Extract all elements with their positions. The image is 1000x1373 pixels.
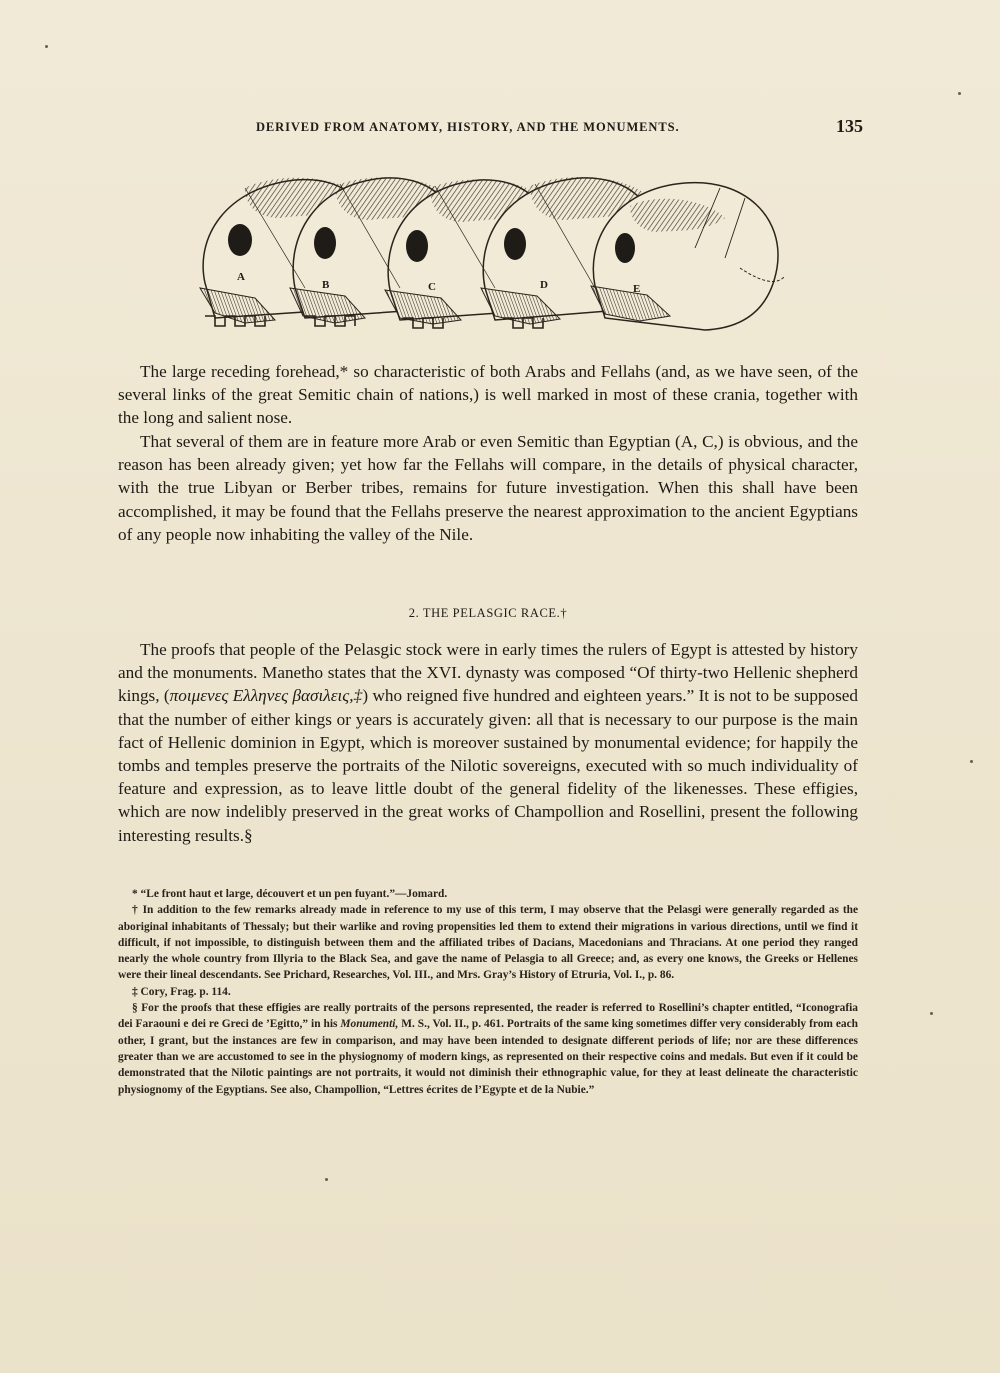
paragraph-receding-forehead <box>118 360 858 430</box>
paper-speck <box>930 1012 933 1015</box>
header-title: DERIVED FROM ANATOMY, HISTORY, AND THE MONUMENTS. <box>256 120 680 134</box>
footnote-text-start: § For the proofs that these effigies are really portraits of the persons represented, the reader is referred to Rosellini’s chapter entitled, “Iconografia dei Faraouni e dei re Greci de ’Egitto,” in his <box>118 1002 858 1031</box>
crania-illustration <box>185 158 795 338</box>
crania-engraving <box>185 158 795 338</box>
paper-speck <box>958 92 961 95</box>
figure-label-b: B <box>322 279 330 291</box>
paragraph-semitic-features <box>118 430 858 546</box>
footnote-italic-title: Monumenti, <box>340 1018 399 1031</box>
footnote-text-end: M. S., Vol. II., p. 461. Portraits of the same king sometimes differ very considerably from each other, I grant, but the instances are few in comparison, and may have been intended to designate different periods of life; nor are these differences greater than we are accustomed to see in the physiognomy of modern kings, as represented on their respective coins and medals. But even if it could be demonstrated that the Nilotic paintings are not portraits, it would not diminish their ethnographic value, for they at least delineate the characteristic physiognomy of the Egyptians. See also, Champollion, “Lettres écrites de l’Egypte et de la Nubie.” <box>118 1018 858 1096</box>
figure-label-a: A <box>237 271 245 283</box>
paragraph-text: The large receding forehead,* so characteristic of both Arabs and Fellahs (and, as we have seen, of the several links of the great Semitic chain of nations,) is well marked in most of these crania, together with the long and salient nose. <box>118 362 858 428</box>
paragraph-pelasgic-proofs <box>118 638 858 847</box>
paragraph-text-end: ) who reigned five hundred and eighteen years.” It is not to be supposed that the number of either kings or years is accurately given: all that is necessary to our purpose is the main fact of Hellenic dominion in Egypt, which is moreover sustained by monumental evidence; for happily the tombs and temples preserve the portraits of the Nilotic sovereigns, executed with so much individuality of feature and expression, as to leave little doubt of the general fidelity of the likenesses. These effigies, which are now indelibly preserved in the great works of Champollion and Rosellini, present the following interesting results.§ <box>118 686 859 845</box>
paper-speck <box>970 760 973 763</box>
page-number: 135 <box>836 116 863 136</box>
running-header <box>118 116 863 142</box>
figure-label-d: D <box>540 279 548 291</box>
paper-speck <box>325 1178 328 1181</box>
footnote-section <box>118 1000 858 1098</box>
paragraph-text: That several of them are in feature more Arab or even Semitic than Egyptian (A, C,) is obvious, and the reason has been already given; yet how far the Fellahs will compare, in the details of physical character, with the true Libyan or Berber tribes, remains for future investigation. When this shall have been accomplished, it may be found that the Fellahs preserve the nearest approximation to the ancient Egyptians of any people now inhabiting the valley of the Nile. <box>118 432 858 544</box>
paragraph-text <box>118 638 858 847</box>
greek-quotation: ποιμενες Ελληνες βασιλεις,‡ <box>169 686 363 706</box>
footnote-double-dagger: ‡ Cory, Frag. p. 114. <box>132 985 231 998</box>
footnotes <box>118 886 858 1098</box>
paper-speck <box>45 45 48 48</box>
footnote-asterisk: * “Le front haut et large, découvert et un pen fuyant.”—Jomard. <box>132 888 448 900</box>
figure-label-e: E <box>633 283 641 295</box>
figure-label-c: C <box>428 281 436 293</box>
footnote-dagger: † In addition to the few remarks already made in reference to my use of this term, I may observe that the Pelasgi were generally regarded as the aboriginal inhabitants of Thessaly; but their warlike and roving propensities led them to extend their migrations in various directions, until we find it difficult, if not impossible, to distinguish between them and the affiliated tribes of Dacians, Macedonians and Thracians. At one period they ranged nearly the whole country from Illyria to the Black Sea, and gave the name of Pelasgia to all Greece; and, as every one knows, the Greeks or Hellenes were their lineal descendants. See Prichard, Researches, Vol. III., and Mrs. Gray’s History of Etruria, Vol. I., p. 86. <box>118 904 858 982</box>
section-heading: 2. THE PELASGIC RACE.† <box>408 606 568 620</box>
paragraph-text-start: The proofs that people of the Pelasgic stock were in early times the rulers of Egypt is attested by history and the monuments. Manetho states that the XVI. dynasty was composed “Of thirty-two Hellenic shepherd kings, ( <box>118 640 858 706</box>
